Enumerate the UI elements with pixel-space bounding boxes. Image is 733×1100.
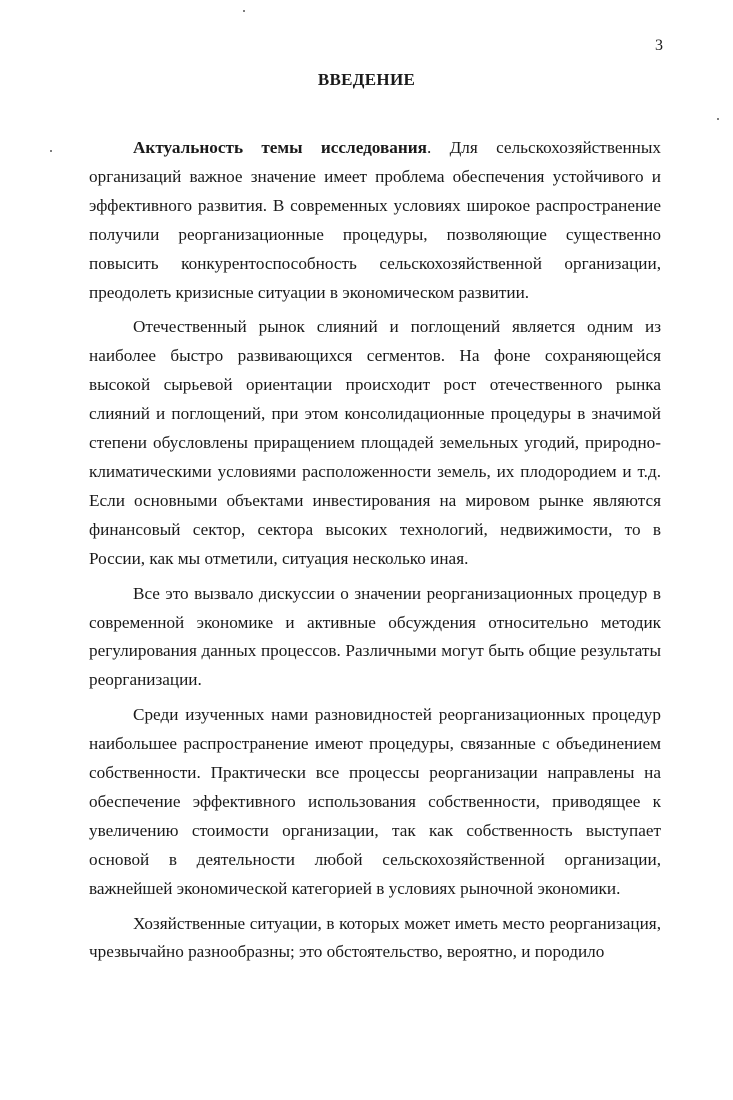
- paragraph: [89, 580, 661, 696]
- paragraph-text: Отечественный рынок слияний и поглощений является одним из наиболее быстро развивающихся сегментов. На фоне сохраняющейся высокой сырьевой ориентации происходит рост отечественного рынка слияний и поглощений, при этом консолидационные процедуры в значимой степени обусловлены приращением площадей земельных угодий, природно-климатическими условиями расположенности земель, их плодородием и т.д. Если основными объектами инвестирования на мировом рынке являются финансовый сектор, сектора высоких технологий, недвижимости, то в России, как мы отметили, ситуация несколько иная.: [89, 317, 661, 568]
- paragraph-text: Среди изученных нами разновидностей реорганизационных процедур наибольшее распространение имеют процедуры, связанные с объединением собственности. Практически все процессы реорганизации направлены на обеспечение эффективного использования собственности, приводящее к увеличению стоимости организации, так как собственность выступает основой в деятельности любой сельскохозяйственной организации, важнейшей экономической категорией в условиях рыночной экономики.: [89, 705, 661, 898]
- paragraph-text: Хозяйственные ситуации, в которых может иметь место реорганизация, чрезвычайно разнообразны; это обстоятельство, вероятно, и породило: [89, 913, 661, 962]
- page-number: 3: [655, 37, 663, 54]
- scan-speck: [50, 150, 52, 152]
- paragraph-lead: Актуальность темы исследования: [133, 138, 427, 157]
- body-text: [89, 134, 661, 967]
- paragraph: [89, 313, 661, 573]
- scan-speck: [717, 118, 719, 120]
- paragraph: [89, 910, 661, 968]
- paragraph-text: Все это вызвало дискуссии о значении реорганизационных процедур в современной экономике и активные обсуждения относительно методик регулирования данных процессов. Различными могут быть общие результаты реорганизации.: [89, 583, 661, 690]
- paragraph-text: . Для сельскохозяйственных организаций важное значение имеет проблема обеспечения устойчивого и эффективного развития. В современных условиях широкое распространение получили реорганизационные процедуры, позволяющие существенно повысить конкурентоспособность сельскохозяйственной организации, преодолеть кризисные ситуации в экономическом развитии.: [89, 138, 661, 302]
- paragraph: [89, 134, 661, 307]
- scan-speck: [243, 10, 245, 12]
- paragraph: [89, 701, 661, 903]
- section-heading: ВВЕДЕНИЕ: [317, 70, 416, 89]
